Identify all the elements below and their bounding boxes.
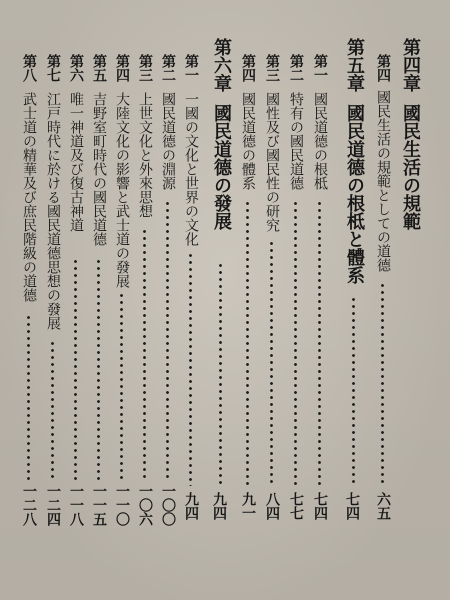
toc-entry-section xyxy=(180,0,204,600)
entry-label: 第七 xyxy=(45,54,61,82)
entry-title: 一國の文化と世界の文化 xyxy=(183,92,199,246)
toc-entry-section xyxy=(237,0,261,600)
dot-leader xyxy=(166,200,169,480)
page-number: 九四 xyxy=(183,492,199,520)
entry-label: 第四章 xyxy=(400,38,421,92)
dot-leader xyxy=(189,252,192,486)
toc-entry-section xyxy=(18,0,42,600)
page-number: 九一 xyxy=(240,492,256,520)
dot-leader xyxy=(294,200,297,486)
entry-title: 國性及び國民性の研究 xyxy=(264,92,280,232)
dot-leader xyxy=(246,200,249,486)
entry-label: 第八 xyxy=(21,54,37,82)
entry-title: 國民道德の體系 xyxy=(240,92,256,190)
dot-leader xyxy=(318,200,321,486)
entry-label: 第二 xyxy=(288,54,304,82)
entry-label: 第三 xyxy=(264,54,280,82)
entry-label: 第一 xyxy=(183,54,199,82)
dot-leader xyxy=(143,228,146,480)
entry-label: 第六 xyxy=(68,54,84,82)
page-number: 一一五 xyxy=(91,484,107,526)
dot-leader xyxy=(51,340,54,480)
toc-entry-section xyxy=(370,0,398,600)
toc-entry-section xyxy=(65,0,89,600)
entry-label: 第六章 xyxy=(211,38,232,92)
entry-title: 吉野室町時代の國民道德 xyxy=(91,92,107,246)
page-number: 八四 xyxy=(264,492,280,520)
dot-leader xyxy=(352,296,355,486)
entry-label: 第四 xyxy=(375,54,391,82)
entry-title: 國民道德の根柢と體系 xyxy=(344,104,365,284)
page-number: 七四 xyxy=(344,492,360,520)
toc-entry-section xyxy=(308,0,334,600)
dot-leader xyxy=(27,314,30,480)
entry-title: 國民生活の規範 xyxy=(400,104,421,230)
entry-label: 第五章 xyxy=(344,38,365,92)
toc-entry-section xyxy=(134,0,158,600)
dot-leader xyxy=(97,258,100,480)
page-number: 七四 xyxy=(312,492,328,520)
page-number: 一〇〇 xyxy=(160,484,176,526)
page-number: 一一八 xyxy=(68,484,84,526)
toc-entry-chapter-4 xyxy=(395,0,425,600)
entry-title: 武士道の精華及び庶民階級の道德 xyxy=(21,92,37,302)
dot-leader xyxy=(381,282,384,484)
entry-title: 大陸文化の影響と武士道の發展 xyxy=(114,92,130,288)
page-number: 一〇六 xyxy=(137,484,153,526)
toc-entry-section xyxy=(285,0,309,600)
entry-label: 第五 xyxy=(91,54,107,82)
toc-entry-section xyxy=(42,0,66,600)
dot-leader xyxy=(120,292,123,480)
page-number: 一一〇 xyxy=(114,484,130,526)
entry-label: 第一 xyxy=(312,54,328,82)
entry-title: 特有の國民道德 xyxy=(288,92,304,190)
toc-entry-section xyxy=(157,0,181,600)
entry-label: 第四 xyxy=(240,54,256,82)
toc-entry-section xyxy=(111,0,135,600)
page-number: 七七 xyxy=(288,492,304,520)
entry-title: 上世文化と外來思想 xyxy=(137,92,153,218)
toc-entry-section xyxy=(261,0,285,600)
toc-entry-chapter-5 xyxy=(338,0,370,600)
dot-leader xyxy=(270,240,273,486)
entry-label: 第四 xyxy=(114,54,130,82)
dot-leader xyxy=(74,258,77,480)
entry-title: 國民道德の發展 xyxy=(211,104,232,230)
page-number: 一二四 xyxy=(45,484,61,526)
entry-label: 第二 xyxy=(160,54,176,82)
page-number: 六五 xyxy=(375,492,391,520)
dot-leader xyxy=(219,262,222,486)
entry-title: 江戸時代に於ける國民道德思想の發展 xyxy=(45,92,61,330)
toc-entry-chapter-6 xyxy=(205,0,237,600)
entry-title: 唯一神道及び復古神道 xyxy=(68,92,84,232)
entry-title: 國民道德の淵源 xyxy=(160,92,176,190)
toc-entry-section xyxy=(88,0,112,600)
entry-title: 國民生活の規範としての道德 xyxy=(375,90,391,272)
entry-label: 第三 xyxy=(137,54,153,82)
entry-title: 國民道德の根柢 xyxy=(312,92,328,190)
page-number: 一二八 xyxy=(21,484,37,526)
page-number: 九四 xyxy=(211,492,227,520)
